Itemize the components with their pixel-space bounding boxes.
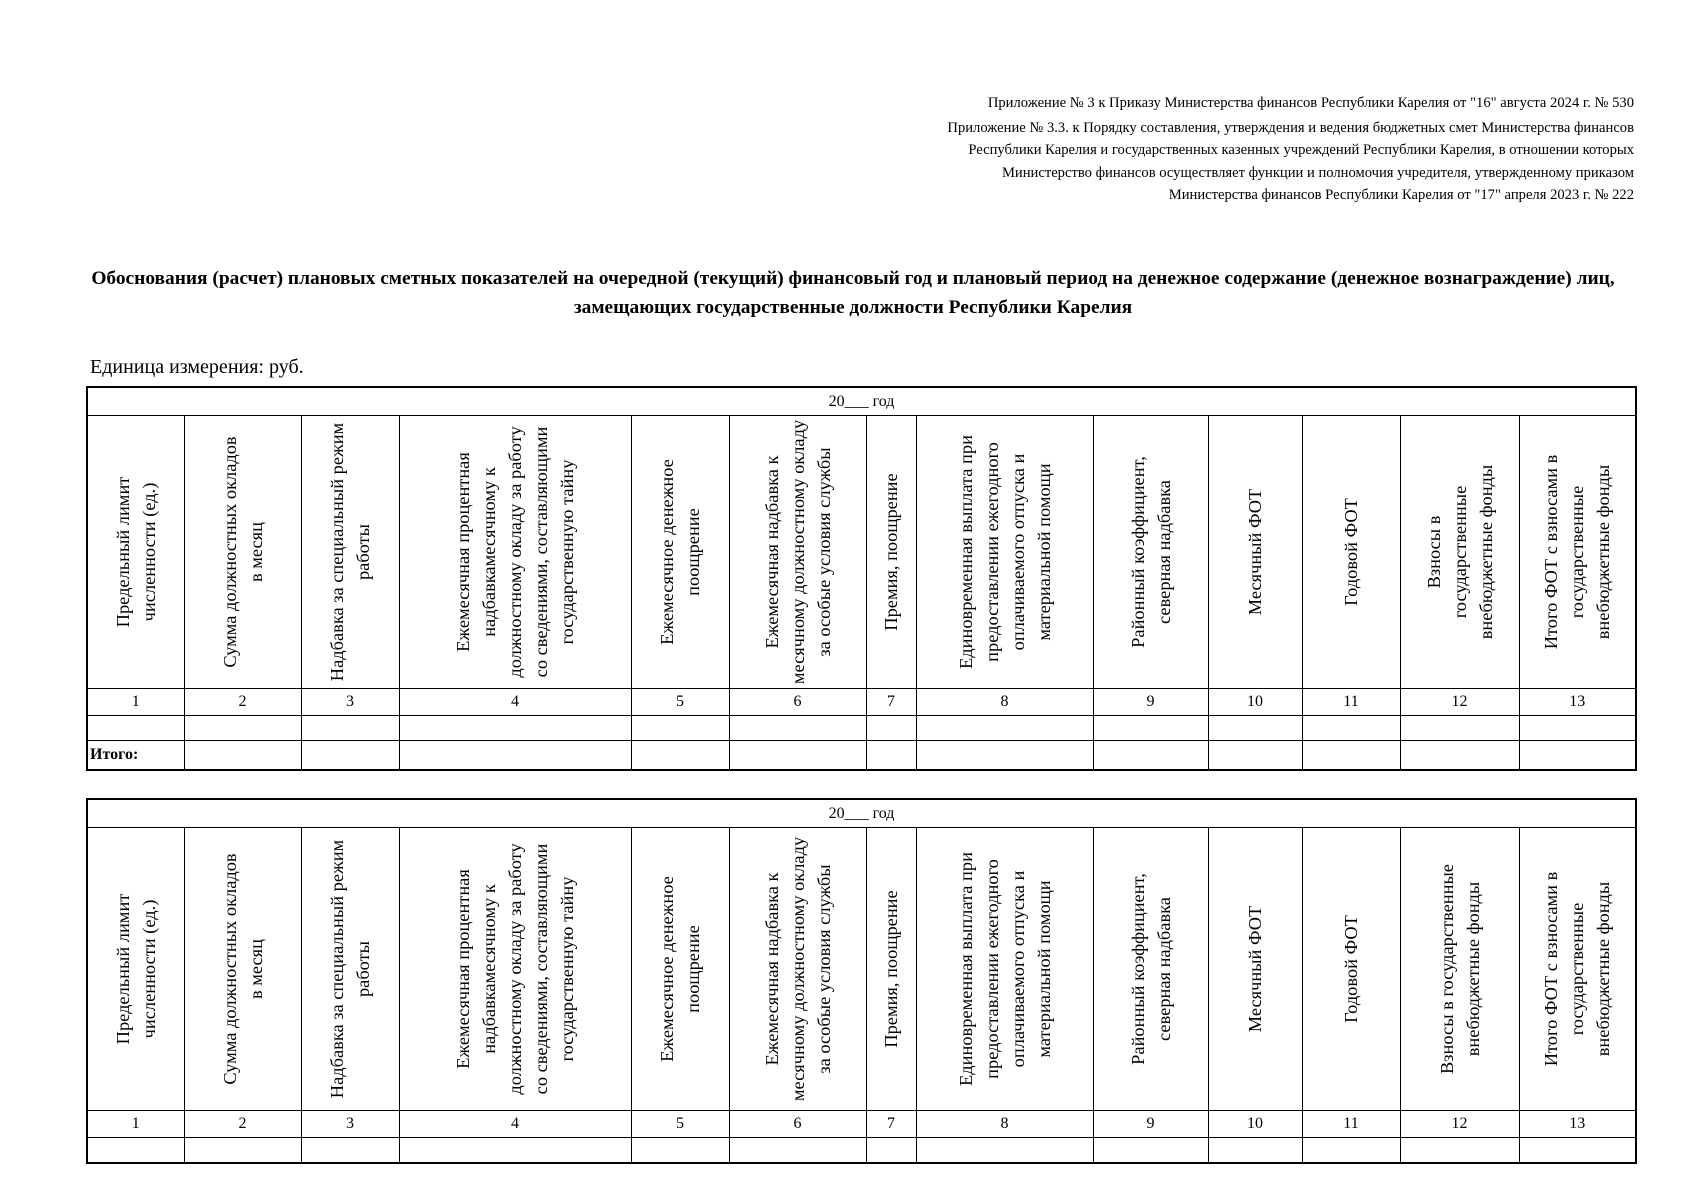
data-cell[interactable] [916,716,1093,741]
column-header-4-text: Ежемесячная процентная надбавкамесячному к должностному окладу за работу со сведениями, составляющими государственную тайну [453,843,577,1095]
data-cell[interactable] [866,1138,916,1164]
total-row [87,741,1636,771]
column-header-12-text: Взносы в государственные внебюджетные фонды [1423,464,1496,640]
column-number: 13 [1519,689,1636,716]
total-label: Итого: [87,741,184,771]
column-number: 13 [1519,1111,1636,1138]
column-header-1-text: Предельный лимит численности (ед.) [112,893,159,1045]
data-cell[interactable] [1093,1138,1208,1164]
year-header: 20___ год [87,387,1636,416]
column-number: 8 [916,689,1093,716]
data-row [87,716,1636,741]
data-cell[interactable] [916,1138,1093,1164]
column-header-10 [1208,416,1302,689]
column-header-12-text: Взносы в государственные внебюджетные фонды [1436,864,1483,1074]
total-cell[interactable] [184,741,301,771]
column-header-3-text: Надбавка за специальный режим работы [327,422,373,682]
total-cell[interactable] [399,741,631,771]
column-header-8 [916,828,1093,1111]
column-number: 9 [1093,689,1208,716]
column-headers [87,828,1636,1111]
column-header-2 [184,416,301,689]
total-cell[interactable] [866,741,916,771]
column-number: 12 [1400,1111,1519,1138]
column-number: 2 [184,689,301,716]
data-cell[interactable] [184,716,301,741]
data-cell[interactable] [1208,716,1302,741]
column-header-5-text: Ежемесячное денежное поощрение [657,876,703,1062]
column-headers [87,416,1636,689]
column-number: 6 [729,689,866,716]
column-header-11-text: Годовой ФОТ [1341,498,1361,606]
column-header-1-text: Предельный лимит численности (ед.) [112,476,159,628]
data-cell[interactable] [1400,1138,1519,1164]
data-row [87,1138,1636,1164]
column-header-7-text: Премия, поощрение [881,890,901,1048]
column-header-12 [1400,416,1519,689]
year-header: 20___ год [87,799,1636,828]
column-header-2-text: Сумма должностных окладов в месяц [219,853,266,1085]
data-cell[interactable] [399,716,631,741]
total-cell[interactable] [301,741,399,771]
column-header-2-text: Сумма должностных окладов в месяц [219,436,266,668]
column-header-11 [1302,416,1400,689]
column-header-12 [1400,828,1519,1111]
data-cell[interactable] [1400,716,1519,741]
column-header-1 [87,828,184,1111]
data-cell[interactable] [184,1138,301,1164]
header-note-procedure: Приложение № 3.3. к Порядку составления, утверждения и ведения бюджетных смет Министерства финансов Республики Карелия и государственных казенных учреждений Республики Карелия, в отношении которых Министерство финансов осуществляет функции и полномочия учредителя, утвержденному приказом Министерства финансов Республики Карелия от "17" апреля 2023 г. № 222 [947,119,1634,203]
column-header-7 [866,828,916,1111]
column-header-11-text: Годовой ФОТ [1341,915,1361,1023]
header-notes [734,92,1634,207]
column-number: 11 [1302,689,1400,716]
column-number: 1 [87,1111,184,1138]
column-number: 1 [87,689,184,716]
data-cell[interactable] [729,716,866,741]
total-cell[interactable] [631,741,729,771]
column-header-8-text: Единовременная выплата при предоставлении ежегодного оплачиваемого отпуска и материальной помощи [955,852,1054,1086]
column-header-6 [729,828,866,1111]
column-header-5 [631,416,729,689]
column-number: 7 [866,689,916,716]
column-header-5-text: Ежемесячное денежное поощрение [657,459,703,645]
column-number: 10 [1208,1111,1302,1138]
column-number: 10 [1208,689,1302,716]
column-header-3-text: Надбавка за специальный режим работы [327,839,373,1099]
column-number: 3 [301,689,399,716]
column-number: 12 [1400,689,1519,716]
data-cell[interactable] [1519,716,1636,741]
estimate-table-2 [86,798,1637,1164]
column-header-3 [301,828,399,1111]
column-header-13 [1519,828,1636,1111]
document-title: Обоснования (расчет) плановых сметных показателей на очередной (текущий) финансовый год и плановый период на денежное содержание (денежное вознаграждение) лиц, замещающих государственные должности Республики Карелия [91,268,1615,318]
data-cell[interactable] [87,1138,184,1164]
column-header-6-text: Ежемесячная надбавка к месячному должностному окладу за особые условия службы [761,836,834,1102]
column-header-4 [399,416,631,689]
column-number: 4 [399,689,631,716]
column-header-5 [631,828,729,1111]
total-cell[interactable] [1093,741,1208,771]
column-number: 6 [729,1111,866,1138]
data-cell[interactable] [301,1138,399,1164]
column-number: 11 [1302,1111,1400,1138]
column-header-3 [301,416,399,689]
column-header-8 [916,416,1093,689]
column-number-row [87,1111,1636,1138]
column-number: 5 [631,1111,729,1138]
data-cell[interactable] [729,1138,866,1164]
column-number: 8 [916,1111,1093,1138]
data-cell[interactable] [1302,1138,1400,1164]
column-number: 7 [866,1111,916,1138]
column-header-10-text: Месячный ФОТ [1245,905,1265,1033]
column-number-row [87,689,1636,716]
data-cell[interactable] [1208,1138,1302,1164]
column-number: 3 [301,1111,399,1138]
column-header-13-text: Итого ФОТ с взносами в государственные внебюджетные фонды [1541,454,1614,650]
total-cell[interactable] [1208,741,1302,771]
column-number: 2 [184,1111,301,1138]
column-header-11 [1302,828,1400,1111]
column-header-13-text: Итого ФОТ с взносами в государственные внебюджетные фонды [1541,871,1614,1067]
units-label: Единица измерения: руб. [90,356,304,378]
total-cell[interactable] [1519,741,1636,771]
data-cell[interactable] [1519,1138,1636,1164]
column-header-10-text: Месячный ФОТ [1245,488,1265,616]
estimate-table-1 [86,386,1637,771]
data-cell[interactable] [1093,716,1208,741]
column-header-10 [1208,828,1302,1111]
header-note-order: Приложение № 3 к Приказу Министерства финансов Республики Карелия от "16" августа 2024 г. № 530 [987,95,1634,111]
column-header-13 [1519,416,1636,689]
data-cell[interactable] [866,716,916,741]
data-cell[interactable] [399,1138,631,1164]
column-header-4 [399,828,631,1111]
total-cell[interactable] [1302,741,1400,771]
total-cell[interactable] [1400,741,1519,771]
total-cell[interactable] [729,741,866,771]
column-header-7 [866,416,916,689]
column-header-9-text: Районный коэффициент, северная надбавка [1127,873,1174,1065]
column-header-2 [184,828,301,1111]
column-header-4-text: Ежемесячная процентная надбавкамесячному к должностному окладу за работу со сведениями, составляющими государственную тайну [453,426,577,678]
data-cell[interactable] [631,1138,729,1164]
data-cell[interactable] [87,716,184,741]
column-header-9-text: Районный коэффициент, северная надбавка [1127,456,1174,648]
column-header-6-text: Ежемесячная надбавка к месячному должностному окладу за особые условия службы [761,419,834,685]
column-header-1 [87,416,184,689]
column-number: 5 [631,689,729,716]
data-cell[interactable] [1302,716,1400,741]
column-number: 4 [399,1111,631,1138]
column-header-6 [729,416,866,689]
column-number: 9 [1093,1111,1208,1138]
column-header-9 [1093,416,1208,689]
column-header-8-text: Единовременная выплата при предоставлении ежегодного оплачиваемого отпуска и материальной помощи [955,435,1054,669]
column-header-7-text: Премия, поощрение [881,473,901,631]
data-cell[interactable] [631,716,729,741]
column-header-9 [1093,828,1208,1111]
data-cell[interactable] [301,716,399,741]
total-cell[interactable] [916,741,1093,771]
